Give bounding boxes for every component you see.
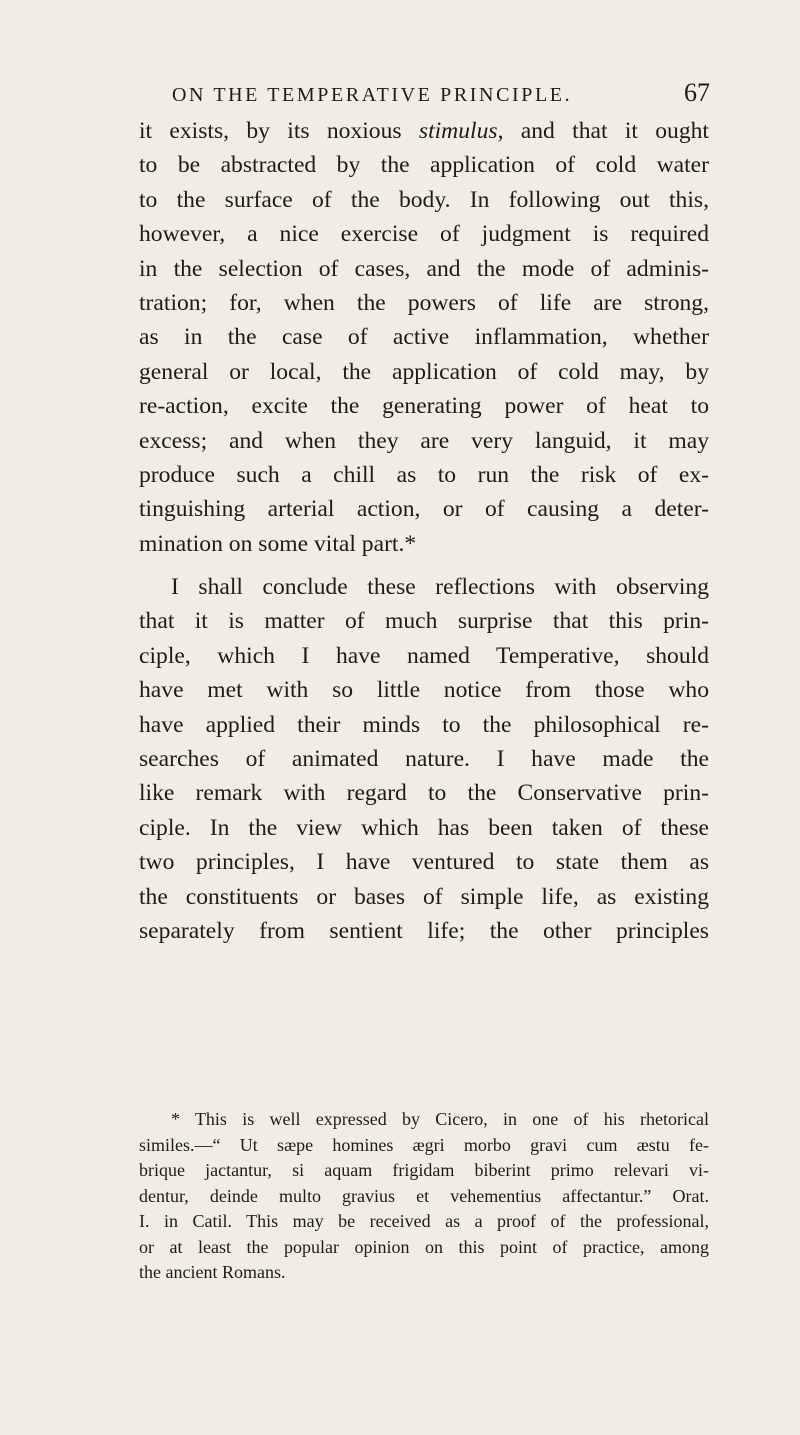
text-line: as in the case of active inflammation, whether	[139, 324, 709, 351]
text-line: to be abstracted by the application of cold water	[139, 152, 709, 179]
paragraph-1	[139, 114, 709, 561]
text-line: to the surface of the body. In following out this,	[139, 186, 709, 213]
text-line: have met with so little notice from those who	[139, 677, 709, 704]
text-line: separately from sentient life; the other principles	[139, 917, 709, 944]
running-title: ON THE TEMPERATIVE PRINCIPLE.	[172, 84, 573, 106]
italic-word: stimulus	[418, 118, 498, 144]
text-line: excess; and when they are very languid, it may	[139, 427, 709, 454]
text-line: the constituents or bases of simple life, as existing	[139, 883, 709, 910]
footnote	[139, 1107, 709, 1286]
paragraph-2	[139, 570, 709, 948]
footnote-line: the ancient Romans.	[139, 1262, 286, 1282]
text-line: however, a nice exercise of judgment is required	[139, 221, 709, 248]
text-line: tinguishing arterial action, or of causing a deter-	[139, 496, 709, 523]
text-line: tration; for, when the powers of life are strong,	[139, 289, 709, 316]
text-line: two principles, I have ventured to state them as	[139, 849, 709, 876]
text-line: that it is matter of much surprise that this prin-	[139, 608, 709, 635]
text-line: in the selection of cases, and the mode of adminis-	[139, 255, 709, 282]
text-line: ciple, which I have named Temperative, should	[139, 642, 709, 669]
running-head	[140, 80, 710, 110]
footnote-line: or at least the popular opinion on this point of practice, among	[139, 1236, 709, 1257]
footnote-line: brique jactantur, si aquam frigidam biberint primo relevari vi-	[139, 1160, 709, 1180]
text-line: re-action, excite the generating power of heat to	[139, 393, 709, 420]
footnote-line: similes.—“ Ut sæpe homines ægri morbo gravi cum æstu fe-	[139, 1134, 709, 1155]
paragraph-gap	[139, 561, 709, 570]
text-line: it exists, by its noxious stimulus, and that it ought	[139, 118, 709, 144]
text-line: I shall conclude these reflections with observing	[171, 574, 709, 601]
text-line: searches of animated nature. I have made the	[139, 746, 709, 773]
text-line: produce such a chill as to run the risk of ex-	[139, 461, 709, 488]
footnote-line: dentur, deinde multo gravius et vehementius affectantur.” Orat.	[139, 1185, 709, 1206]
text-line: mination on some vital part.*	[139, 530, 417, 557]
footnote-line: * This is well expressed by Cicero, in one of his rhetorical	[171, 1109, 709, 1129]
text-line: ciple. In the view which has been taken of these	[139, 814, 709, 841]
page-number: 67	[684, 78, 710, 107]
text-line: general or local, the application of cold may, by	[139, 358, 709, 385]
footnote-line: I. in Catil. This may be received as a proof of the professional,	[139, 1211, 709, 1231]
body-text	[139, 114, 709, 948]
text-line: like remark with regard to the Conservative prin-	[139, 780, 709, 807]
text-line: have applied their minds to the philosophical re-	[139, 711, 709, 738]
